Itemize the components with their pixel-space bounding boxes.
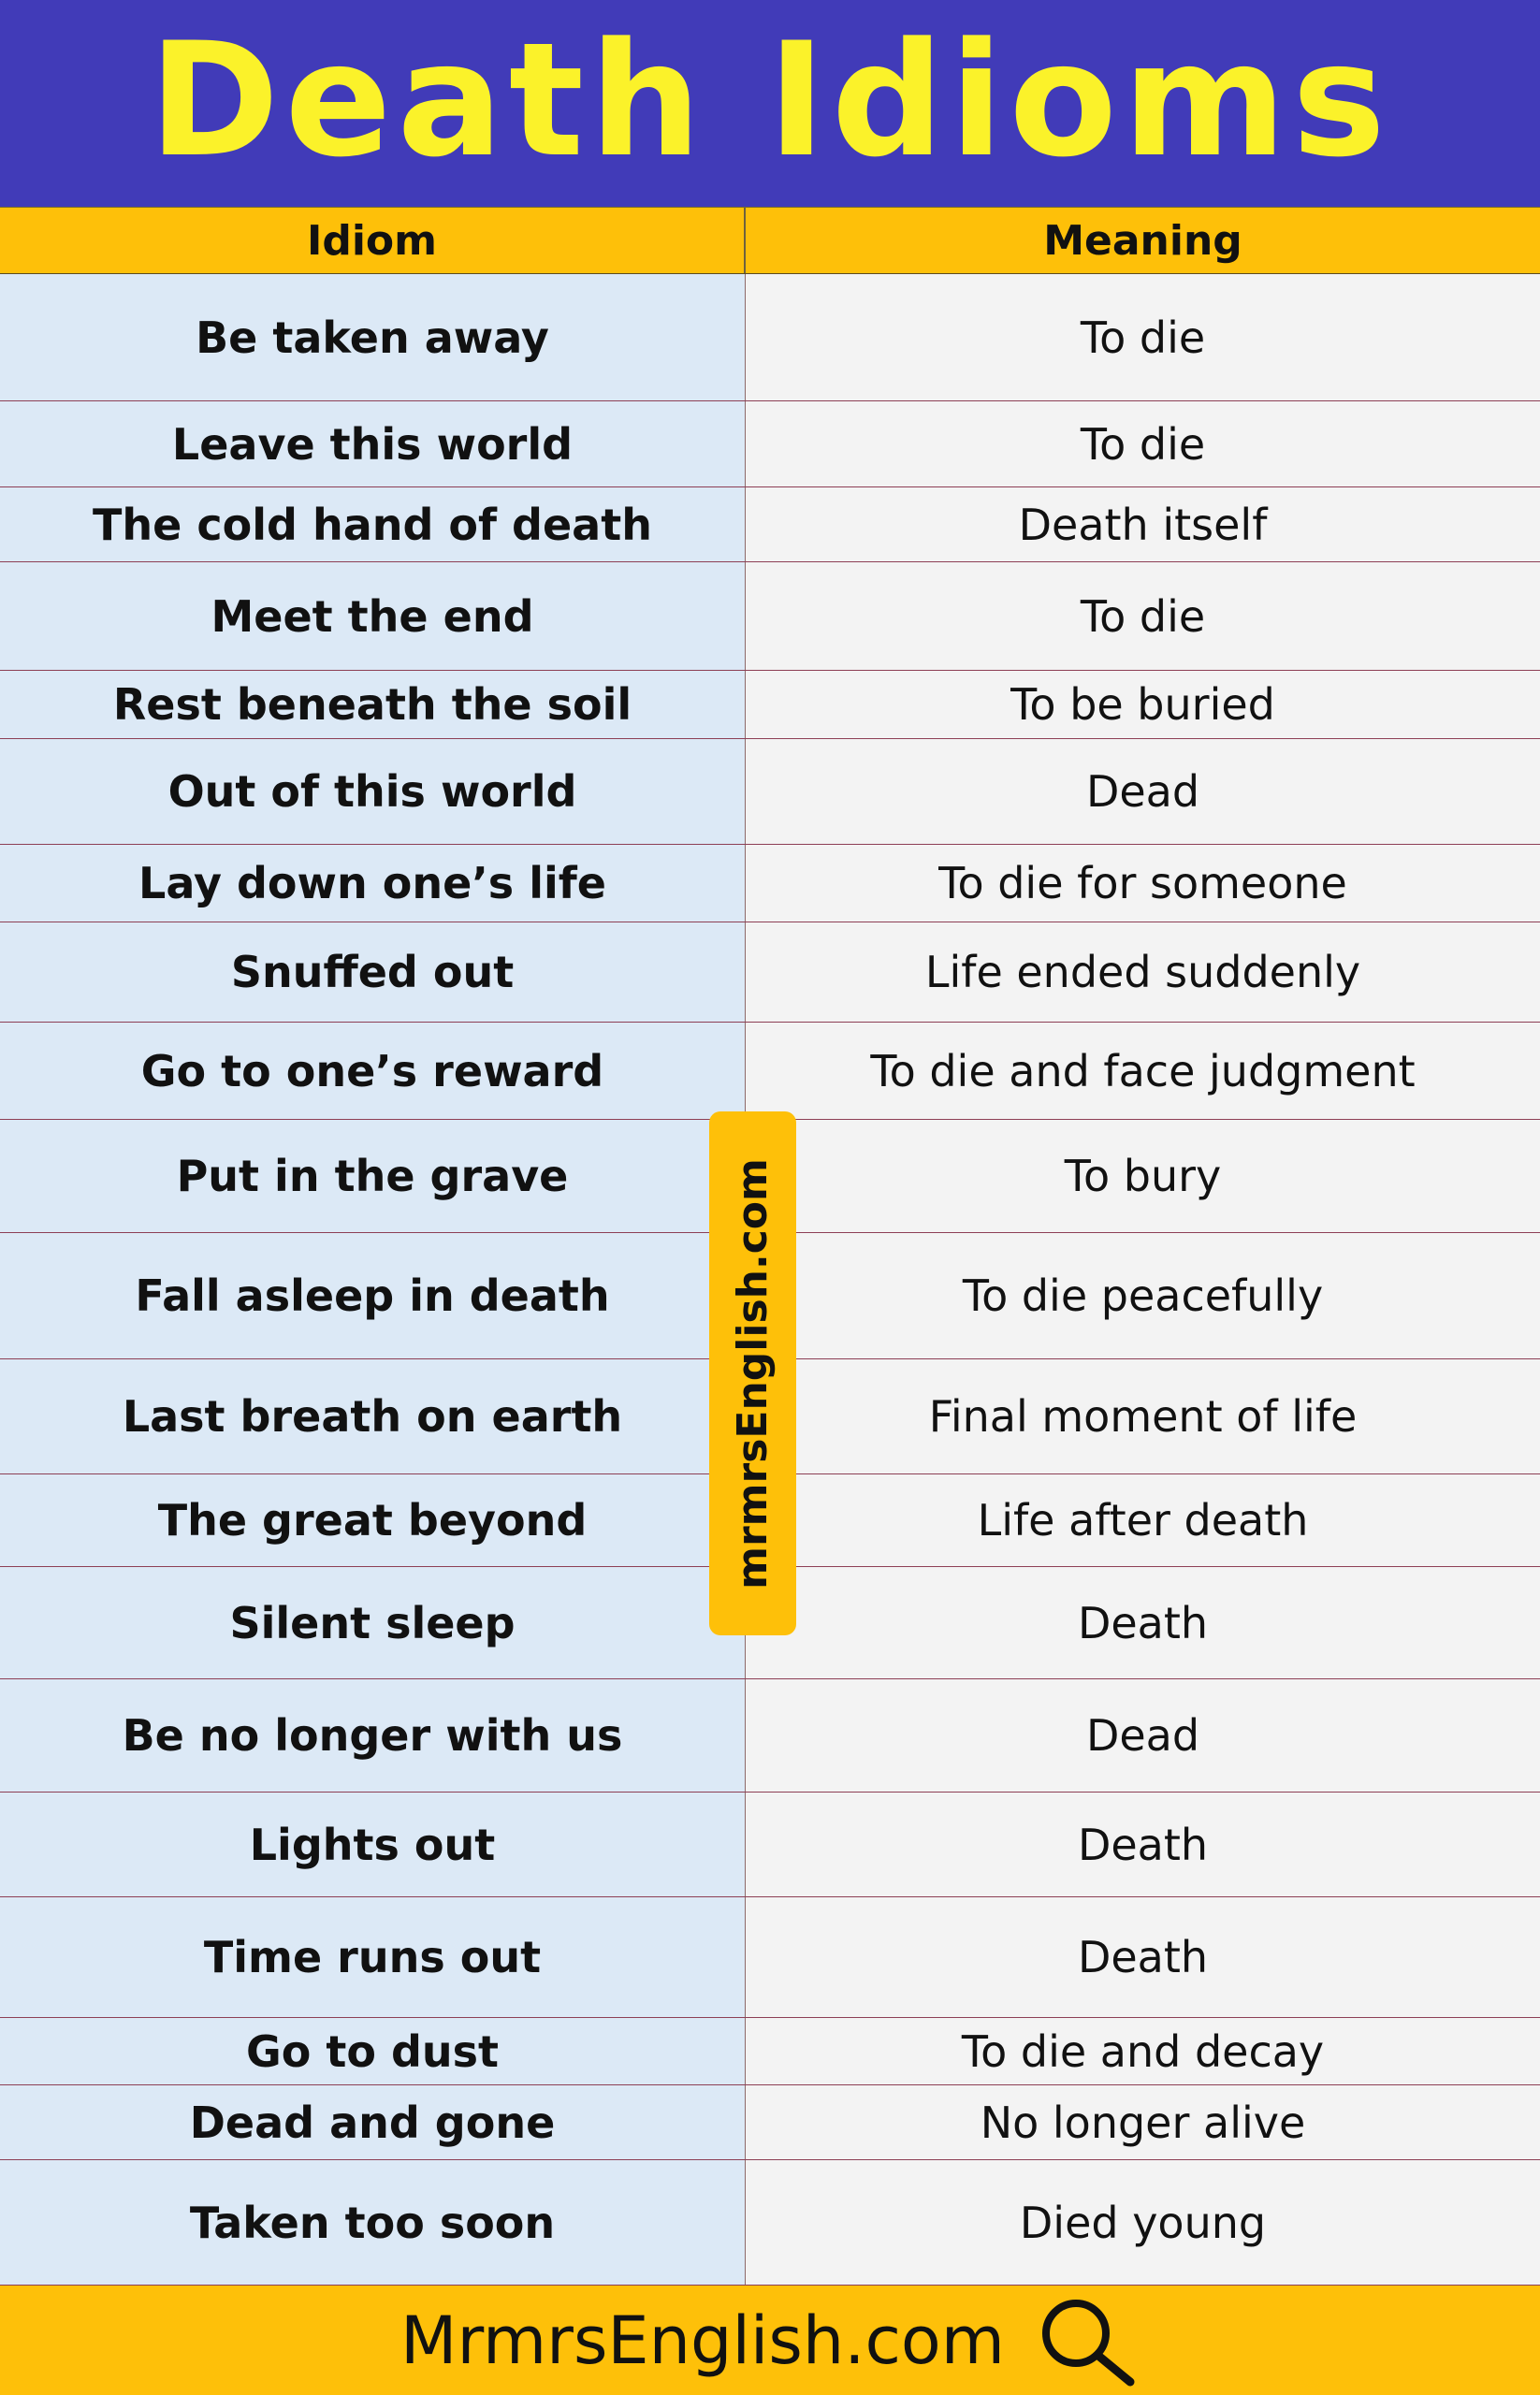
meaning-cell: To bury — [746, 1120, 1540, 1232]
table-row — [0, 401, 1540, 487]
idiom-cell: Taken too soon — [0, 2160, 746, 2285]
table-row — [0, 2018, 1540, 2085]
table-row — [0, 2160, 1540, 2286]
idiom-cell: Silent sleep — [0, 1567, 746, 1678]
meaning-cell: Life after death — [746, 1474, 1540, 1566]
idiom-cell: Rest beneath the soil — [0, 671, 746, 738]
table-header — [0, 207, 1540, 274]
table-row — [0, 2085, 1540, 2160]
table-row — [0, 1897, 1540, 2018]
footer-bar — [0, 2286, 1540, 2395]
meaning-cell: To die for someone — [746, 845, 1540, 922]
meaning-cell: Death — [746, 1567, 1540, 1678]
meaning-cell: Final moment of life — [746, 1359, 1540, 1473]
idiom-cell: Lay down one’s life — [0, 845, 746, 922]
idiom-cell: Snuffed out — [0, 922, 746, 1022]
table-row — [0, 845, 1540, 922]
meaning-cell: Dead — [746, 739, 1540, 844]
meaning-cell: To die — [746, 562, 1540, 670]
idiom-cell: Go to dust — [0, 2018, 746, 2084]
meaning-column-header: Meaning — [1043, 216, 1242, 265]
meaning-cell: To be buried — [746, 671, 1540, 738]
table-row — [0, 1023, 1540, 1120]
idiom-column-header: Idiom — [0, 208, 746, 273]
idiom-cell: Last breath on earth — [0, 1359, 746, 1473]
footer-site-name: MrmrsEnglish.com — [400, 2301, 1005, 2379]
watermark-text: mrmrsEnglish.com — [729, 1157, 777, 1589]
idiom-cell: The great beyond — [0, 1474, 746, 1566]
meaning-cell: Death — [746, 1793, 1540, 1896]
page-title: Death Idioms — [149, 7, 1391, 192]
watermark-badge — [709, 1111, 796, 1635]
table-row — [0, 562, 1540, 671]
idiom-cell: Be taken away — [0, 274, 746, 400]
meaning-cell: To die — [746, 401, 1540, 486]
title-banner — [0, 0, 1540, 207]
table-row — [0, 487, 1540, 562]
idiom-cell: Be no longer with us — [0, 1679, 746, 1792]
meaning-cell: Died young — [746, 2160, 1540, 2285]
idiom-cell: Dead and gone — [0, 2085, 746, 2159]
meaning-cell: Death — [746, 1897, 1540, 2017]
meaning-cell: Life ended suddenly — [746, 922, 1540, 1022]
table-row — [0, 922, 1540, 1023]
table-row — [0, 1679, 1540, 1793]
table-row — [0, 274, 1540, 401]
meaning-cell: To die peacefully — [746, 1233, 1540, 1358]
idiom-cell: Out of this world — [0, 739, 746, 844]
meaning-cell: To die and decay — [746, 2018, 1540, 2084]
table-row — [0, 739, 1540, 845]
idiom-cell: Fall asleep in death — [0, 1233, 746, 1358]
search-icon — [1037, 2294, 1140, 2388]
table-row — [0, 671, 1540, 739]
meaning-cell: To die — [746, 274, 1540, 400]
idiom-cell: Go to one’s reward — [0, 1023, 746, 1119]
idiom-cell: The cold hand of death — [0, 487, 746, 561]
meaning-cell: No longer alive — [746, 2085, 1540, 2159]
table-row — [0, 1793, 1540, 1897]
idiom-cell: Leave this world — [0, 401, 746, 486]
idiom-cell: Meet the end — [0, 562, 746, 670]
idiom-cell: Time runs out — [0, 1897, 746, 2017]
meaning-cell: To die and face judgment — [746, 1023, 1540, 1119]
meaning-cell: Death itself — [746, 487, 1540, 561]
meaning-cell: Dead — [746, 1679, 1540, 1792]
idiom-cell: Lights out — [0, 1793, 746, 1896]
idiom-cell: Put in the grave — [0, 1120, 746, 1232]
